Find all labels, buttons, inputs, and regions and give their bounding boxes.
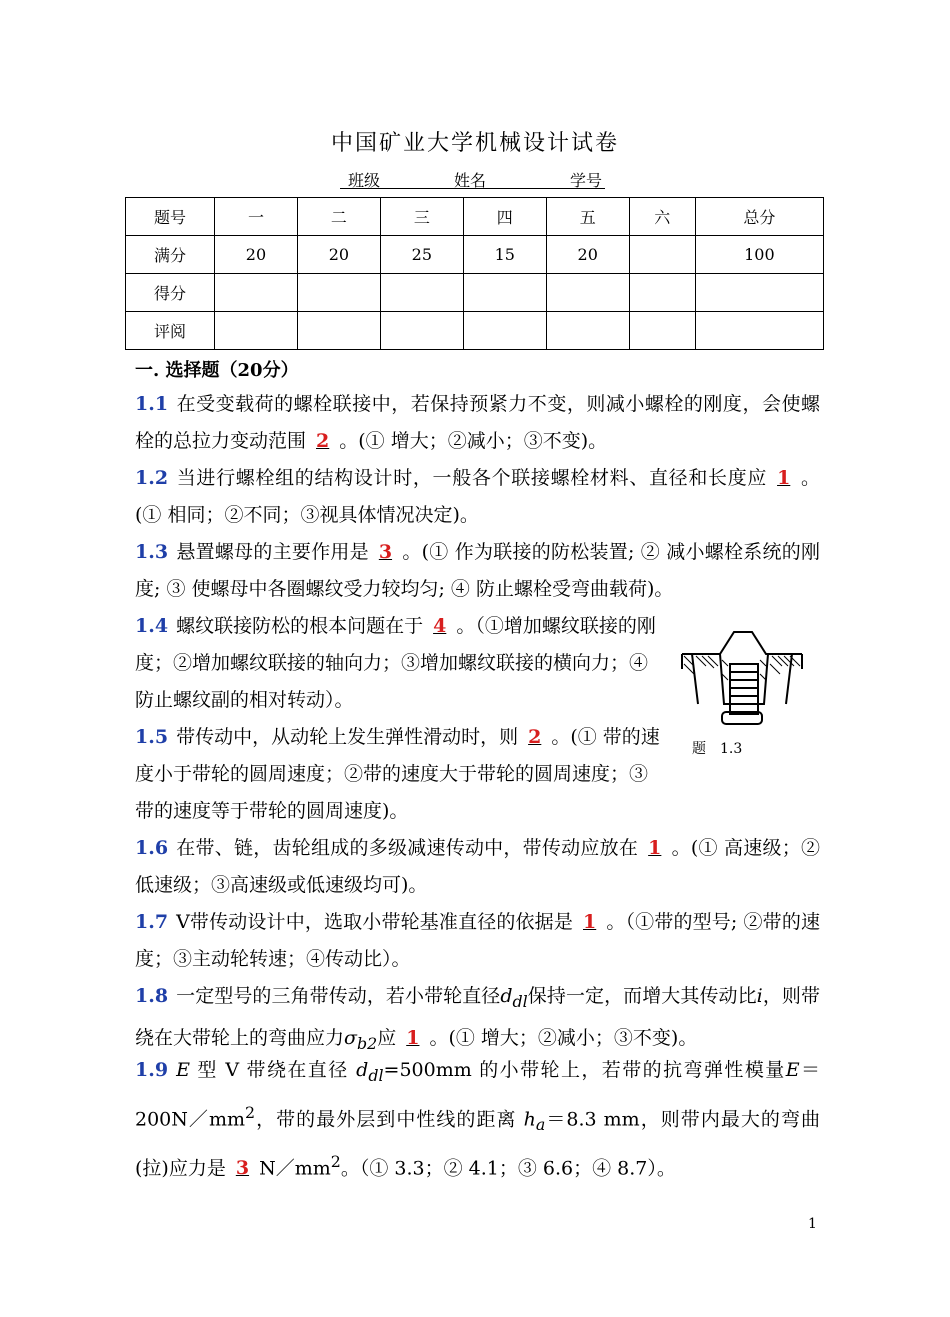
- header-cell: 一: [215, 198, 298, 236]
- symbol: d: [500, 985, 513, 1007]
- question-text: ，则带绕在大带轮上的弯曲应力: [135, 985, 820, 1049]
- score-entry-cell: [215, 274, 298, 312]
- score-entry-cell: [629, 274, 695, 312]
- question-1-2: [135, 460, 820, 534]
- answer: 4: [433, 615, 447, 637]
- question-text: 当进行螺栓组的结构设计时，一般各个联接螺栓材料、直径和长度应: [176, 467, 768, 489]
- review-entry-cell: [463, 312, 546, 350]
- review-row: [126, 312, 824, 350]
- question-1-1: [135, 386, 820, 460]
- table-cell: 100: [695, 236, 823, 274]
- question-1-8: [135, 978, 820, 1062]
- question-text: 螺纹联接防松的根本问题在于: [176, 615, 424, 637]
- superscript: 2: [330, 1151, 341, 1171]
- symbol: σ: [344, 1026, 357, 1049]
- header-cell: 四: [463, 198, 546, 236]
- question-1-3: [135, 534, 820, 608]
- question-options: 。(① 相同；②不同；③视具体情况决定)。: [135, 467, 820, 526]
- table-cell: 20: [546, 236, 629, 274]
- subscript: a: [535, 1114, 546, 1134]
- answer: 1: [648, 837, 662, 859]
- question-options: 。(① 作为联接的防松装置; ② 减小螺栓系统的刚度; ③ 使螺母中各圈螺纹受力较均匀; ④ 防止螺栓受弯曲载荷)。: [135, 541, 820, 600]
- page-title: 中国矿业大学机械设计试卷: [330, 131, 619, 156]
- question-options: 。(① 增大；②减小；③不变)。: [429, 1026, 698, 1049]
- header-cell: 题号: [126, 198, 215, 236]
- question-number: 1.7: [135, 911, 169, 933]
- review-entry-cell: [695, 312, 823, 350]
- table-cell: 20: [297, 236, 380, 274]
- figure-outline: [682, 632, 802, 654]
- header-cell: 五: [546, 198, 629, 236]
- answer: 1: [777, 467, 791, 489]
- table-cell: 20: [215, 236, 298, 274]
- question-1-7: [135, 904, 820, 978]
- class-label: 班级: [348, 171, 381, 190]
- question-text: V带传动设计中，选取小带轮基准直径的依据是: [176, 911, 573, 933]
- question-text: 在受变载荷的螺栓联接中，若保持预紧力不变，则减小螺栓的刚度，会使螺栓的总拉力变动范围: [135, 393, 820, 452]
- score-entry-cell: [695, 274, 823, 312]
- header-cell: 总分: [695, 198, 823, 236]
- figure-hatch-right: [770, 656, 800, 674]
- question-text: 应: [377, 1026, 397, 1049]
- answer: 2: [528, 726, 542, 748]
- question-options: 。（①带的型号; ②带的速度；③主动轮转速；④传动比）。: [135, 911, 820, 970]
- question-1-9: [135, 1052, 820, 1187]
- question-number: 1.4: [135, 615, 169, 637]
- question-text: 型 V 带绕在直径: [197, 1059, 349, 1081]
- table-cell: 满分: [126, 236, 215, 274]
- table-cell: 得分: [126, 274, 215, 312]
- question-text: 悬置螺母的主要作用是: [176, 541, 369, 563]
- question-text: ＝8.3 mm，则带内最大的弯曲(拉)应力是: [135, 1108, 820, 1180]
- question-1-5: [135, 719, 660, 830]
- review-entry-cell: [546, 312, 629, 350]
- score-table: [125, 197, 824, 350]
- review-entry-cell: [629, 312, 695, 350]
- table-cell: 评阅: [126, 312, 215, 350]
- answer: 1: [582, 911, 597, 933]
- name-label: 姓名: [454, 171, 487, 190]
- nut-assembly-figure: [672, 624, 812, 734]
- score-entry-cell: [380, 274, 463, 312]
- question-options: 。(① 高速级；②低速级；③高速级或低速级均可)。: [135, 837, 820, 896]
- figure-threads: [730, 672, 758, 696]
- question-number: 1.5: [135, 726, 169, 748]
- symbol: d: [356, 1059, 369, 1081]
- question-text: N／mm: [259, 1157, 331, 1180]
- header-cell: 二: [297, 198, 380, 236]
- student-info-line: [340, 168, 605, 189]
- question-number: 1.9: [135, 1059, 169, 1081]
- subscript: b2: [357, 1033, 378, 1053]
- section-heading: 一. 选择题（20分）: [135, 360, 299, 381]
- review-entry-cell: [380, 312, 463, 350]
- answer: 3: [235, 1157, 250, 1180]
- question-options: 。(① 带的速度小于带轮的圆周速度；②带的速度大于带轮的圆周速度；③带的速度等于带轮的圆周速度)。: [135, 726, 660, 822]
- question-options: 。(① 增大；②减小；③不变)。: [339, 430, 608, 452]
- answer: 1: [406, 1026, 420, 1049]
- table-cell: [629, 236, 695, 274]
- score-entry-cell: [546, 274, 629, 312]
- score-row: [126, 274, 824, 312]
- symbol: i: [756, 985, 763, 1007]
- student-id-label: 学号: [570, 171, 603, 190]
- question-text: =500mm 的小带轮上，若带的抗弯弹性模量: [383, 1059, 786, 1081]
- symbol: E: [176, 1059, 190, 1081]
- question-options: 。（①增加螺纹联接的刚度；②增加螺纹联接的轴向力；③增加螺纹联接的横向力；④防止螺纹副的相对转动）。: [135, 615, 656, 711]
- question-1-6: [135, 830, 820, 904]
- question-text: 带传动中，从动轮上发生弹性滑动时，则: [176, 726, 519, 748]
- subscript: dl: [368, 1065, 384, 1085]
- table-cell: 15: [463, 236, 546, 274]
- question-number: 1.1: [135, 393, 169, 415]
- answer: 3: [378, 541, 393, 563]
- symbol: h: [523, 1108, 536, 1131]
- full-marks-row: [126, 236, 824, 274]
- score-entry-cell: [297, 274, 380, 312]
- question-text: ，带的最外层到中性线的距离: [255, 1108, 517, 1131]
- table-header-row: [126, 198, 824, 236]
- question-text: 在带、链，齿轮组成的多级减速传动中，带传动应放在: [176, 837, 639, 859]
- question-number: 1.8: [135, 985, 169, 1007]
- review-entry-cell: [215, 312, 298, 350]
- question-text: ＝200N／mm: [135, 1059, 820, 1131]
- question-number: 1.6: [135, 837, 169, 859]
- superscript: 2: [245, 1102, 256, 1122]
- header-cell: 六: [629, 198, 695, 236]
- header-cell: 三: [380, 198, 463, 236]
- question-text: 保持一定，而增大其传动比: [527, 985, 757, 1007]
- question-number: 1.2: [135, 467, 169, 489]
- page-number: 1: [808, 1216, 817, 1232]
- figure-hatch-left: [684, 656, 718, 674]
- symbol: E: [785, 1059, 800, 1081]
- question-options: 。（① 3.3；② 4.1；③ 6.6；④ 8.7）。: [340, 1157, 676, 1180]
- table-cell: 25: [380, 236, 463, 274]
- score-entry-cell: [463, 274, 546, 312]
- figure-caption: 题 1.3: [692, 741, 743, 757]
- question-1-4: [135, 608, 660, 719]
- review-entry-cell: [297, 312, 380, 350]
- question-number: 1.3: [135, 541, 169, 563]
- question-text: 一定型号的三角带传动，若小带轮直径: [176, 985, 501, 1007]
- subscript: dl: [512, 991, 528, 1011]
- answer: 2: [316, 430, 330, 452]
